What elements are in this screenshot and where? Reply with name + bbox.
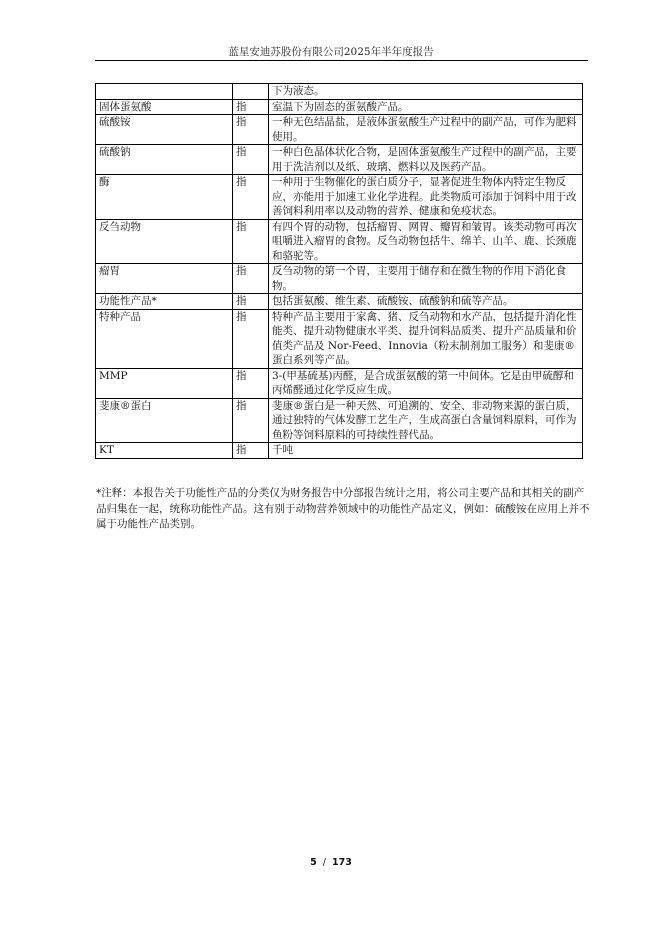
table-row xyxy=(96,294,583,310)
reference-cell: 指 xyxy=(233,368,269,398)
term-cell: 固体蛋氨酸 xyxy=(96,99,233,115)
term-cell: MMP xyxy=(96,368,233,398)
page-current: 5 xyxy=(310,857,317,868)
reference-cell: 指 xyxy=(233,264,269,294)
definition-cell: 下为液态。 xyxy=(269,84,583,100)
definition-cell: 室温下为固态的蛋氨酸产品。 xyxy=(269,99,583,115)
table-row xyxy=(96,219,583,264)
reference-cell: 指 xyxy=(233,99,269,115)
definition-cell: 千吨 xyxy=(269,443,583,459)
reference-cell: 指 xyxy=(233,145,269,175)
table-row xyxy=(96,84,583,100)
footnote: *注释：本报告关于功能性产品的分类仅为财务报告中分部报告统计之用，将公司主要产品和其相关的副产品归集在一起，统称功能性产品。这有别于动物营养领域中的功能性产品定义，例如：硫酸铵在应用上并不属于功能性产品类别。 xyxy=(96,487,590,530)
report-header-title: 蓝星安迪苏股份有限公司2025年半年度报告 xyxy=(228,46,434,58)
page-total: 173 xyxy=(331,857,352,868)
table-row xyxy=(96,264,583,294)
term-cell: 反刍动物 xyxy=(96,219,233,264)
table-row xyxy=(96,99,583,115)
table-row xyxy=(96,398,583,443)
term-cell: 特种产品 xyxy=(96,309,233,368)
glossary-table xyxy=(95,83,583,459)
definition-cell: 一种白色晶体状化合物，是固体蛋氨酸生产过程中的副产品，主要用于洗洁剂以及纸、玻璃、燃料以及医药产品。 xyxy=(269,145,583,175)
table-row xyxy=(96,175,583,220)
definition-cell: 3-(甲基硫基)丙醛，是合成蛋氨酸的第一中间体。它是由甲硫醇和丙烯醛通过化学反应生成。 xyxy=(269,368,583,398)
term-cell: KT xyxy=(96,443,233,459)
header-divider xyxy=(95,60,588,61)
reference-cell: 指 xyxy=(233,398,269,443)
table-row xyxy=(96,443,583,459)
table-row xyxy=(96,309,583,368)
reference-cell: 指 xyxy=(233,175,269,220)
term-cell: 硫酸钠 xyxy=(96,145,233,175)
definition-cell: 反刍动物的第一个胃，主要用于储存和在微生物的作用下消化食物。 xyxy=(269,264,583,294)
definition-cell: 一种无色结晶盐，是液体蛋氨酸生产过程中的副产品，可作为肥料使用。 xyxy=(269,115,583,145)
table-row xyxy=(96,115,583,145)
reference-cell: 指 xyxy=(233,309,269,368)
reference-cell: 指 xyxy=(233,219,269,264)
reference-cell: 指 xyxy=(233,115,269,145)
table-row xyxy=(96,368,583,398)
term-cell: 斐康®蛋白 xyxy=(96,398,233,443)
term-cell: 硫酸铵 xyxy=(96,115,233,145)
term-cell: 瘤胃 xyxy=(96,264,233,294)
table-row xyxy=(96,145,583,175)
reference-cell: 指 xyxy=(233,443,269,459)
definition-cell: 一种用于生物催化的蛋白质分子，显著促进生物体内特定生物反应，亦能用于加速工业化学进程。此类物质可添加于饲料中用于改善饲料利用率以及动物的营养、健康和免疫状态。 xyxy=(269,175,583,220)
definition-cell: 包括蛋氨酸、维生素、硫酸铵、硫酸钠和硫等产品。 xyxy=(269,294,583,310)
definition-cell: 有四个胃的动物，包括瘤胃、网胃、瓣胃和皱胃。该类动物可再次咀嚼进入瘤胃的食物。反刍动物包括牛、绵羊、山羊、鹿、长颈鹿和骆驼等。 xyxy=(269,219,583,264)
reference-cell: 指 xyxy=(233,294,269,310)
page-number xyxy=(0,857,662,868)
term-cell: 功能性产品* xyxy=(96,294,233,310)
term-cell xyxy=(96,84,233,100)
page-separator: / xyxy=(322,857,326,868)
definition-cell: 特种产品主要用于家禽、猪、反刍动物和水产品，包括提升消化性能类、提升动物健康水平类、提升饲料品质类、提升产品质量和价值类产品及 Nor-Feed、Innovia（粉末制剂加工服务）和斐康®蛋白系列等产品。 xyxy=(269,309,583,368)
reference-cell xyxy=(233,84,269,100)
definition-cell: 斐康®蛋白是一种天然、可追溯的、安全、非动物来源的蛋白质，通过独特的气体发酵工艺生产，生成高蛋白含量饲料原料，可作为鱼粉等饲料原料的可持续性替代品。 xyxy=(269,398,583,443)
term-cell: 酶 xyxy=(96,175,233,220)
